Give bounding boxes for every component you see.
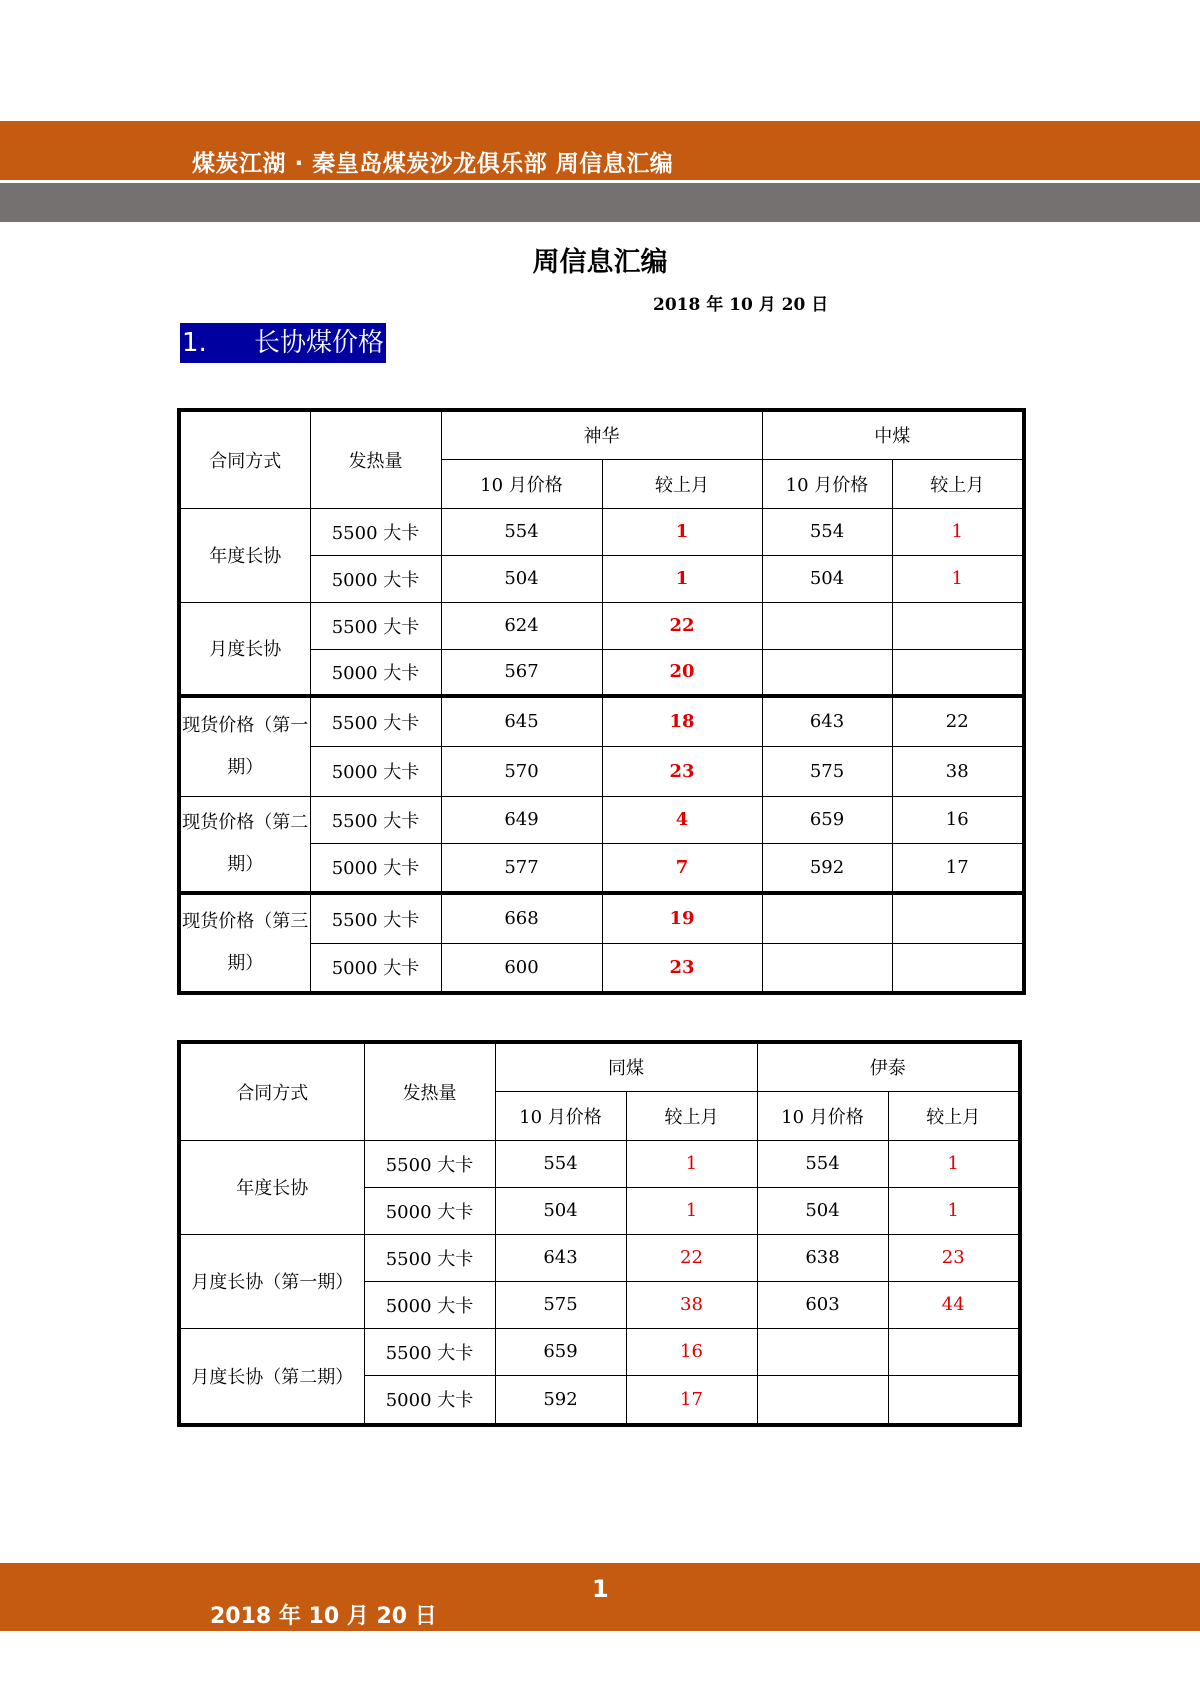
- change-cell: [892, 649, 1024, 696]
- section-heading: [180, 323, 386, 363]
- change-cell: 23: [602, 746, 762, 796]
- table-row: [179, 1234, 1020, 1281]
- price-cell: [762, 893, 892, 943]
- table-row: [179, 508, 1024, 555]
- price-cell: 624: [441, 602, 602, 649]
- header-heat-value: 发热量: [364, 1042, 495, 1140]
- price-cell: 504: [495, 1187, 626, 1234]
- price-cell: 638: [757, 1234, 888, 1281]
- header-oct-price: 10 月价格: [495, 1091, 626, 1140]
- header-oct-price: 10 月价格: [441, 459, 602, 508]
- price-cell: 575: [762, 746, 892, 796]
- price-cell: [757, 1375, 888, 1425]
- price-cell: 645: [441, 696, 602, 746]
- header-title: 煤炭江湖 · 秦皇岛煤炭沙龙俱乐部 周信息汇编: [192, 151, 674, 177]
- price-cell: 554: [441, 508, 602, 555]
- change-cell: 1: [888, 1140, 1020, 1187]
- price-cell: 554: [762, 508, 892, 555]
- header-gray-band: [0, 183, 1200, 222]
- heat-cell: 5000 大卡: [310, 555, 441, 602]
- contract-type-cell: 年度长协: [179, 1140, 364, 1234]
- change-cell: 44: [888, 1281, 1020, 1328]
- heat-cell: 5000 大卡: [364, 1187, 495, 1234]
- heat-cell: 5000 大卡: [364, 1281, 495, 1328]
- price-cell: 592: [495, 1375, 626, 1425]
- change-cell: 22: [602, 602, 762, 649]
- change-cell: 7: [602, 843, 762, 893]
- heat-cell: 5500 大卡: [310, 893, 441, 943]
- heat-cell: 5000 大卡: [310, 943, 441, 993]
- heat-cell: 5500 大卡: [310, 602, 441, 649]
- price-table-tongmei-yitai: [177, 1040, 1022, 1427]
- page-number: 1: [592, 1575, 609, 1603]
- change-cell: 23: [888, 1234, 1020, 1281]
- change-cell: 38: [626, 1281, 757, 1328]
- price-cell: 603: [757, 1281, 888, 1328]
- change-cell: [888, 1375, 1020, 1425]
- change-cell: 17: [626, 1375, 757, 1425]
- change-cell: [888, 1328, 1020, 1375]
- price-cell: [762, 649, 892, 696]
- change-cell: 1: [888, 1187, 1020, 1234]
- change-cell: 1: [602, 555, 762, 602]
- table-row: [179, 796, 1024, 843]
- change-cell: 17: [892, 843, 1024, 893]
- contract-type-cell: 月度长协（第二期）: [179, 1328, 364, 1425]
- change-cell: 22: [626, 1234, 757, 1281]
- price-cell: 600: [441, 943, 602, 993]
- change-cell: 1: [626, 1187, 757, 1234]
- contract-type-cell: 现货价格（第三期）: [179, 893, 310, 993]
- contract-type-cell: 月度长协（第一期）: [179, 1234, 364, 1328]
- header-contract-type: 合同方式: [179, 410, 310, 508]
- heat-cell: 5500 大卡: [310, 696, 441, 746]
- heat-cell: 5500 大卡: [364, 1328, 495, 1375]
- header-mom-change: 较上月: [626, 1091, 757, 1140]
- heat-cell: 5000 大卡: [364, 1375, 495, 1425]
- change-cell: 18: [602, 696, 762, 746]
- contract-type-cell: 年度长协: [179, 508, 310, 602]
- price-cell: 567: [441, 649, 602, 696]
- heat-cell: 5500 大卡: [364, 1234, 495, 1281]
- table-row: [179, 893, 1024, 943]
- header-group-tongmei: 同煤: [495, 1042, 757, 1091]
- heat-cell: 5000 大卡: [310, 746, 441, 796]
- change-cell: 19: [602, 893, 762, 943]
- change-cell: 38: [892, 746, 1024, 796]
- header-mom-change: 较上月: [602, 459, 762, 508]
- price-cell: 554: [757, 1140, 888, 1187]
- price-cell: 554: [495, 1140, 626, 1187]
- header-contract-type: 合同方式: [179, 1042, 364, 1140]
- price-cell: 504: [757, 1187, 888, 1234]
- heat-cell: 5500 大卡: [310, 796, 441, 843]
- contract-type-cell: 现货价格（第一期）: [179, 696, 310, 796]
- table-row: [179, 1328, 1020, 1375]
- change-cell: 22: [892, 696, 1024, 746]
- change-cell: 20: [602, 649, 762, 696]
- price-cell: 643: [762, 696, 892, 746]
- price-cell: 577: [441, 843, 602, 893]
- header-group-shenhua: 神华: [441, 410, 762, 459]
- section-title: 长协煤价格: [254, 328, 385, 358]
- price-cell: 649: [441, 796, 602, 843]
- header-oct-price: 10 月价格: [757, 1091, 888, 1140]
- price-cell: 659: [495, 1328, 626, 1375]
- change-cell: 1: [602, 508, 762, 555]
- change-cell: 1: [892, 508, 1024, 555]
- price-cell: 659: [762, 796, 892, 843]
- change-cell: 23: [602, 943, 762, 993]
- price-cell: 504: [762, 555, 892, 602]
- document-date: 2018 年 10 月 20 日: [653, 295, 829, 315]
- change-cell: 4: [602, 796, 762, 843]
- heat-cell: 5500 大卡: [310, 508, 441, 555]
- change-cell: [892, 602, 1024, 649]
- footer-bar: [0, 1563, 1200, 1631]
- header-mom-change: 较上月: [892, 459, 1024, 508]
- change-cell: 1: [892, 555, 1024, 602]
- price-cell: [762, 602, 892, 649]
- header-group-zhongmei: 中煤: [762, 410, 1024, 459]
- change-cell: 16: [626, 1328, 757, 1375]
- change-cell: 1: [626, 1140, 757, 1187]
- contract-type-cell: 月度长协: [179, 602, 310, 696]
- section-number: 1.: [182, 328, 207, 358]
- header-heat-value: 发热量: [310, 410, 441, 508]
- heat-cell: 5000 大卡: [310, 649, 441, 696]
- header-bar: [0, 121, 1200, 180]
- price-cell: 570: [441, 746, 602, 796]
- change-cell: [892, 893, 1024, 943]
- price-cell: 592: [762, 843, 892, 893]
- header-mom-change: 较上月: [888, 1091, 1020, 1140]
- heat-cell: 5000 大卡: [310, 843, 441, 893]
- table-row: [179, 1140, 1020, 1187]
- price-cell: [757, 1328, 888, 1375]
- price-cell: 504: [441, 555, 602, 602]
- change-cell: 16: [892, 796, 1024, 843]
- price-cell: [762, 943, 892, 993]
- table-row: [179, 696, 1024, 746]
- price-cell: 668: [441, 893, 602, 943]
- heat-cell: 5500 大卡: [364, 1140, 495, 1187]
- price-table-shenhua-zhongmei: [177, 408, 1026, 995]
- contract-type-cell: 现货价格（第二期）: [179, 796, 310, 893]
- table-row: [179, 602, 1024, 649]
- header-group-yitai: 伊泰: [757, 1042, 1020, 1091]
- price-cell: 575: [495, 1281, 626, 1328]
- footer-date: 2018 年 10 月 20 日: [210, 1604, 437, 1629]
- change-cell: [892, 943, 1024, 993]
- price-cell: 643: [495, 1234, 626, 1281]
- document-title: 周信息汇编: [532, 247, 668, 278]
- header-oct-price: 10 月价格: [762, 459, 892, 508]
